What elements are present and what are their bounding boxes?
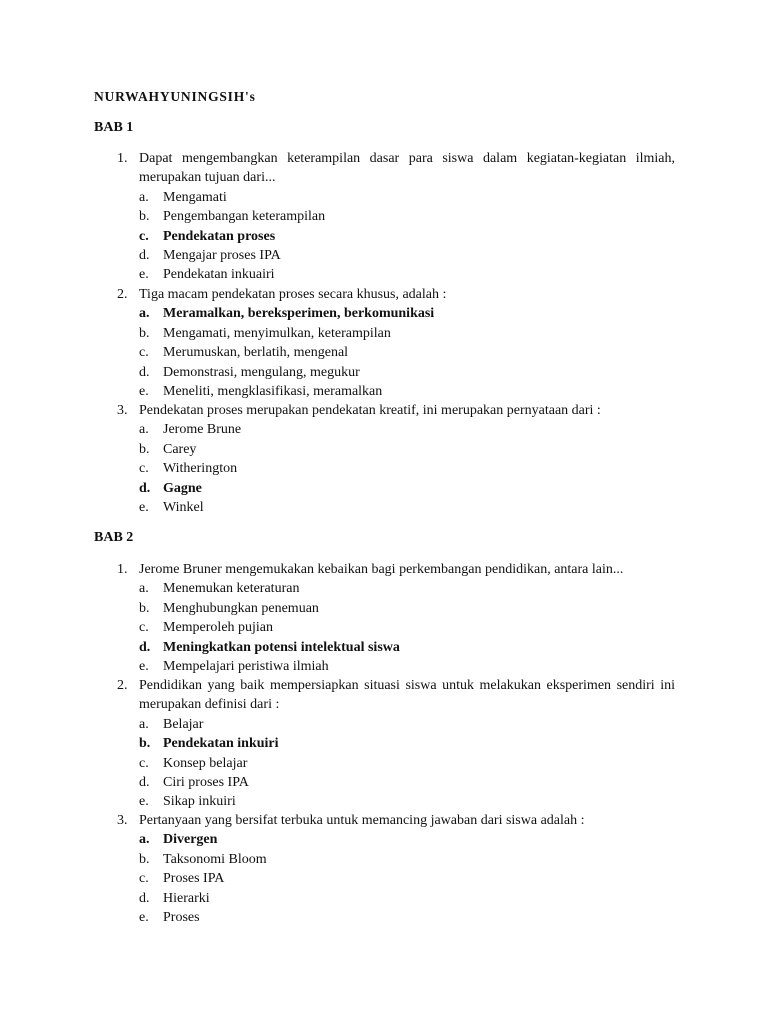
question-bab2-1 [117,560,675,676]
option-b [117,324,675,343]
option-text: Pendekatan inkuiri [163,736,279,752]
option-e [117,265,675,284]
option-a-answer [117,830,675,849]
option-b [117,207,675,226]
option-letter: c. [139,755,149,771]
option-text: Pengembangan keterampilan [163,209,326,225]
option-b-answer [117,734,675,753]
option-letter: d. [139,364,150,380]
option-letter: c. [139,871,149,887]
option-text: Pendekatan proses [163,228,276,244]
option-letter: b. [139,209,150,225]
option-b [117,599,675,618]
options-list [117,188,675,285]
option-e [117,908,675,927]
option-text: Proses IPA [163,871,225,887]
option-c [117,754,675,773]
option-text: Demonstrasi, mengulang, megukur [163,364,360,380]
option-text: Ciri proses IPA [163,774,249,790]
option-text: Taksonomi Bloom [163,851,267,867]
question-number: 2. [117,287,128,302]
option-letter: e. [139,794,149,810]
option-letter: a. [139,306,150,322]
option-e [117,792,675,811]
option-text: Mengajar proses IPA [163,247,281,263]
option-text: Jerome Brune [163,422,242,438]
option-a [117,188,675,207]
option-text: Konsep belajar [163,755,248,771]
option-a-answer [117,304,675,323]
question-stem: Dapat mengembangkan keterampilan dasar para siswa dalam kegiatan-kegiatan ilmiah, merupakan tujuan dari... [139,151,675,186]
option-letter: d. [139,890,150,906]
option-letter: b. [139,441,150,457]
option-c [117,869,675,888]
option-b [117,440,675,459]
question-number: 3. [117,403,128,418]
option-a [117,420,675,439]
option-letter: a. [139,832,150,848]
chapter-heading-bab-2: BAB 2 [94,530,134,545]
option-text: Divergen [163,832,218,848]
option-b [117,850,675,869]
option-text: Memperoleh pujian [163,620,274,636]
question-stem: Pendekatan proses merupakan pendekatan kreatif, ini merupakan pernyataan dari : [139,403,601,418]
option-text: Menemukan keteraturan [163,581,300,597]
question-number: 2. [117,678,128,693]
option-text: Belajar [163,716,204,732]
option-letter: b. [139,736,151,752]
option-text: Meningkatkan potensi intelektual siswa [163,639,400,655]
option-text: Winkel [163,499,204,515]
option-letter: b. [139,600,150,616]
option-d [117,363,675,382]
option-letter: d. [139,247,150,263]
option-d [117,889,675,908]
option-text: Merumuskan, berlatih, mengenal [163,345,349,361]
question-stem: Pertanyaan yang bersifat terbuka untuk memancing jawaban dari siswa adalah : [139,813,585,828]
option-d [117,773,675,792]
option-text: Witherington [163,461,238,477]
option-letter: e. [139,909,149,925]
question-number: 1. [117,562,128,577]
option-text: Carey [163,441,197,457]
option-e [117,498,675,517]
option-letter: b. [139,325,150,341]
option-letter: d. [139,639,151,655]
option-text: Pendekatan inkuairi [163,267,275,283]
author-heading: NURWAHYUNINGSIH's [94,89,256,104]
option-a [117,715,675,734]
question-number: 3. [117,813,128,828]
options-list [117,579,675,676]
option-c-answer [117,227,675,246]
option-letter: d. [139,774,150,790]
option-text: Mengamati [163,189,227,205]
option-letter: c. [139,620,149,636]
option-text: Mengamati, menyimulkan, keterampilan [163,325,391,341]
option-letter: e. [139,499,149,515]
option-text: Meramalkan, bereksperimen, berkomunikasi [163,306,435,322]
option-text: Proses [163,909,200,925]
option-letter: e. [139,267,149,283]
option-text: Menghubungkan penemuan [163,600,319,616]
question-stem: Tiga macam pendekatan proses secara khusus, adalah : [139,287,447,302]
question-number: 1. [117,151,128,166]
option-text: Sikap inkuiri [163,794,236,810]
option-a [117,579,675,598]
option-d-answer [117,479,675,498]
question-bab2-3 [117,811,675,927]
chapter-heading-bab-1: BAB 1 [94,120,134,135]
question-bab2-2 [117,676,675,812]
options-list [117,830,675,927]
option-letter: e. [139,383,149,399]
options-list [117,304,675,401]
option-text: Meneliti, mengklasifikasi, meramalkan [163,383,383,399]
option-letter: c. [139,228,149,244]
question-stem: Pendidikan yang baik mempersiapkan situasi siswa untuk melakukan eksperimen sendiri ini merupakan definisi dari : [139,678,675,713]
option-letter: e. [139,658,149,674]
option-letter: b. [139,851,150,867]
option-text: Mempelajari peristiwa ilmiah [163,658,329,674]
option-d-answer [117,638,675,657]
question-bab1-2 [117,285,675,401]
question-bab1-3 [117,401,675,517]
option-e [117,382,675,401]
option-c [117,618,675,637]
question-stem: Jerome Bruner mengemukakan kebaikan bagi perkembangan pendidikan, antara lain... [139,562,624,577]
option-letter: a. [139,422,149,438]
question-bab1-1 [117,149,675,285]
option-letter: a. [139,189,149,205]
option-letter: a. [139,581,149,597]
option-letter: a. [139,716,149,732]
option-letter: c. [139,461,149,477]
option-text: Hierarki [163,890,210,906]
options-list [117,420,675,517]
option-e [117,657,675,676]
option-letter: c. [139,345,149,361]
option-letter: d. [139,480,151,496]
option-c [117,343,675,362]
option-d [117,246,675,265]
option-c [117,459,675,478]
option-text: Gagne [163,480,202,496]
options-list [117,715,675,812]
